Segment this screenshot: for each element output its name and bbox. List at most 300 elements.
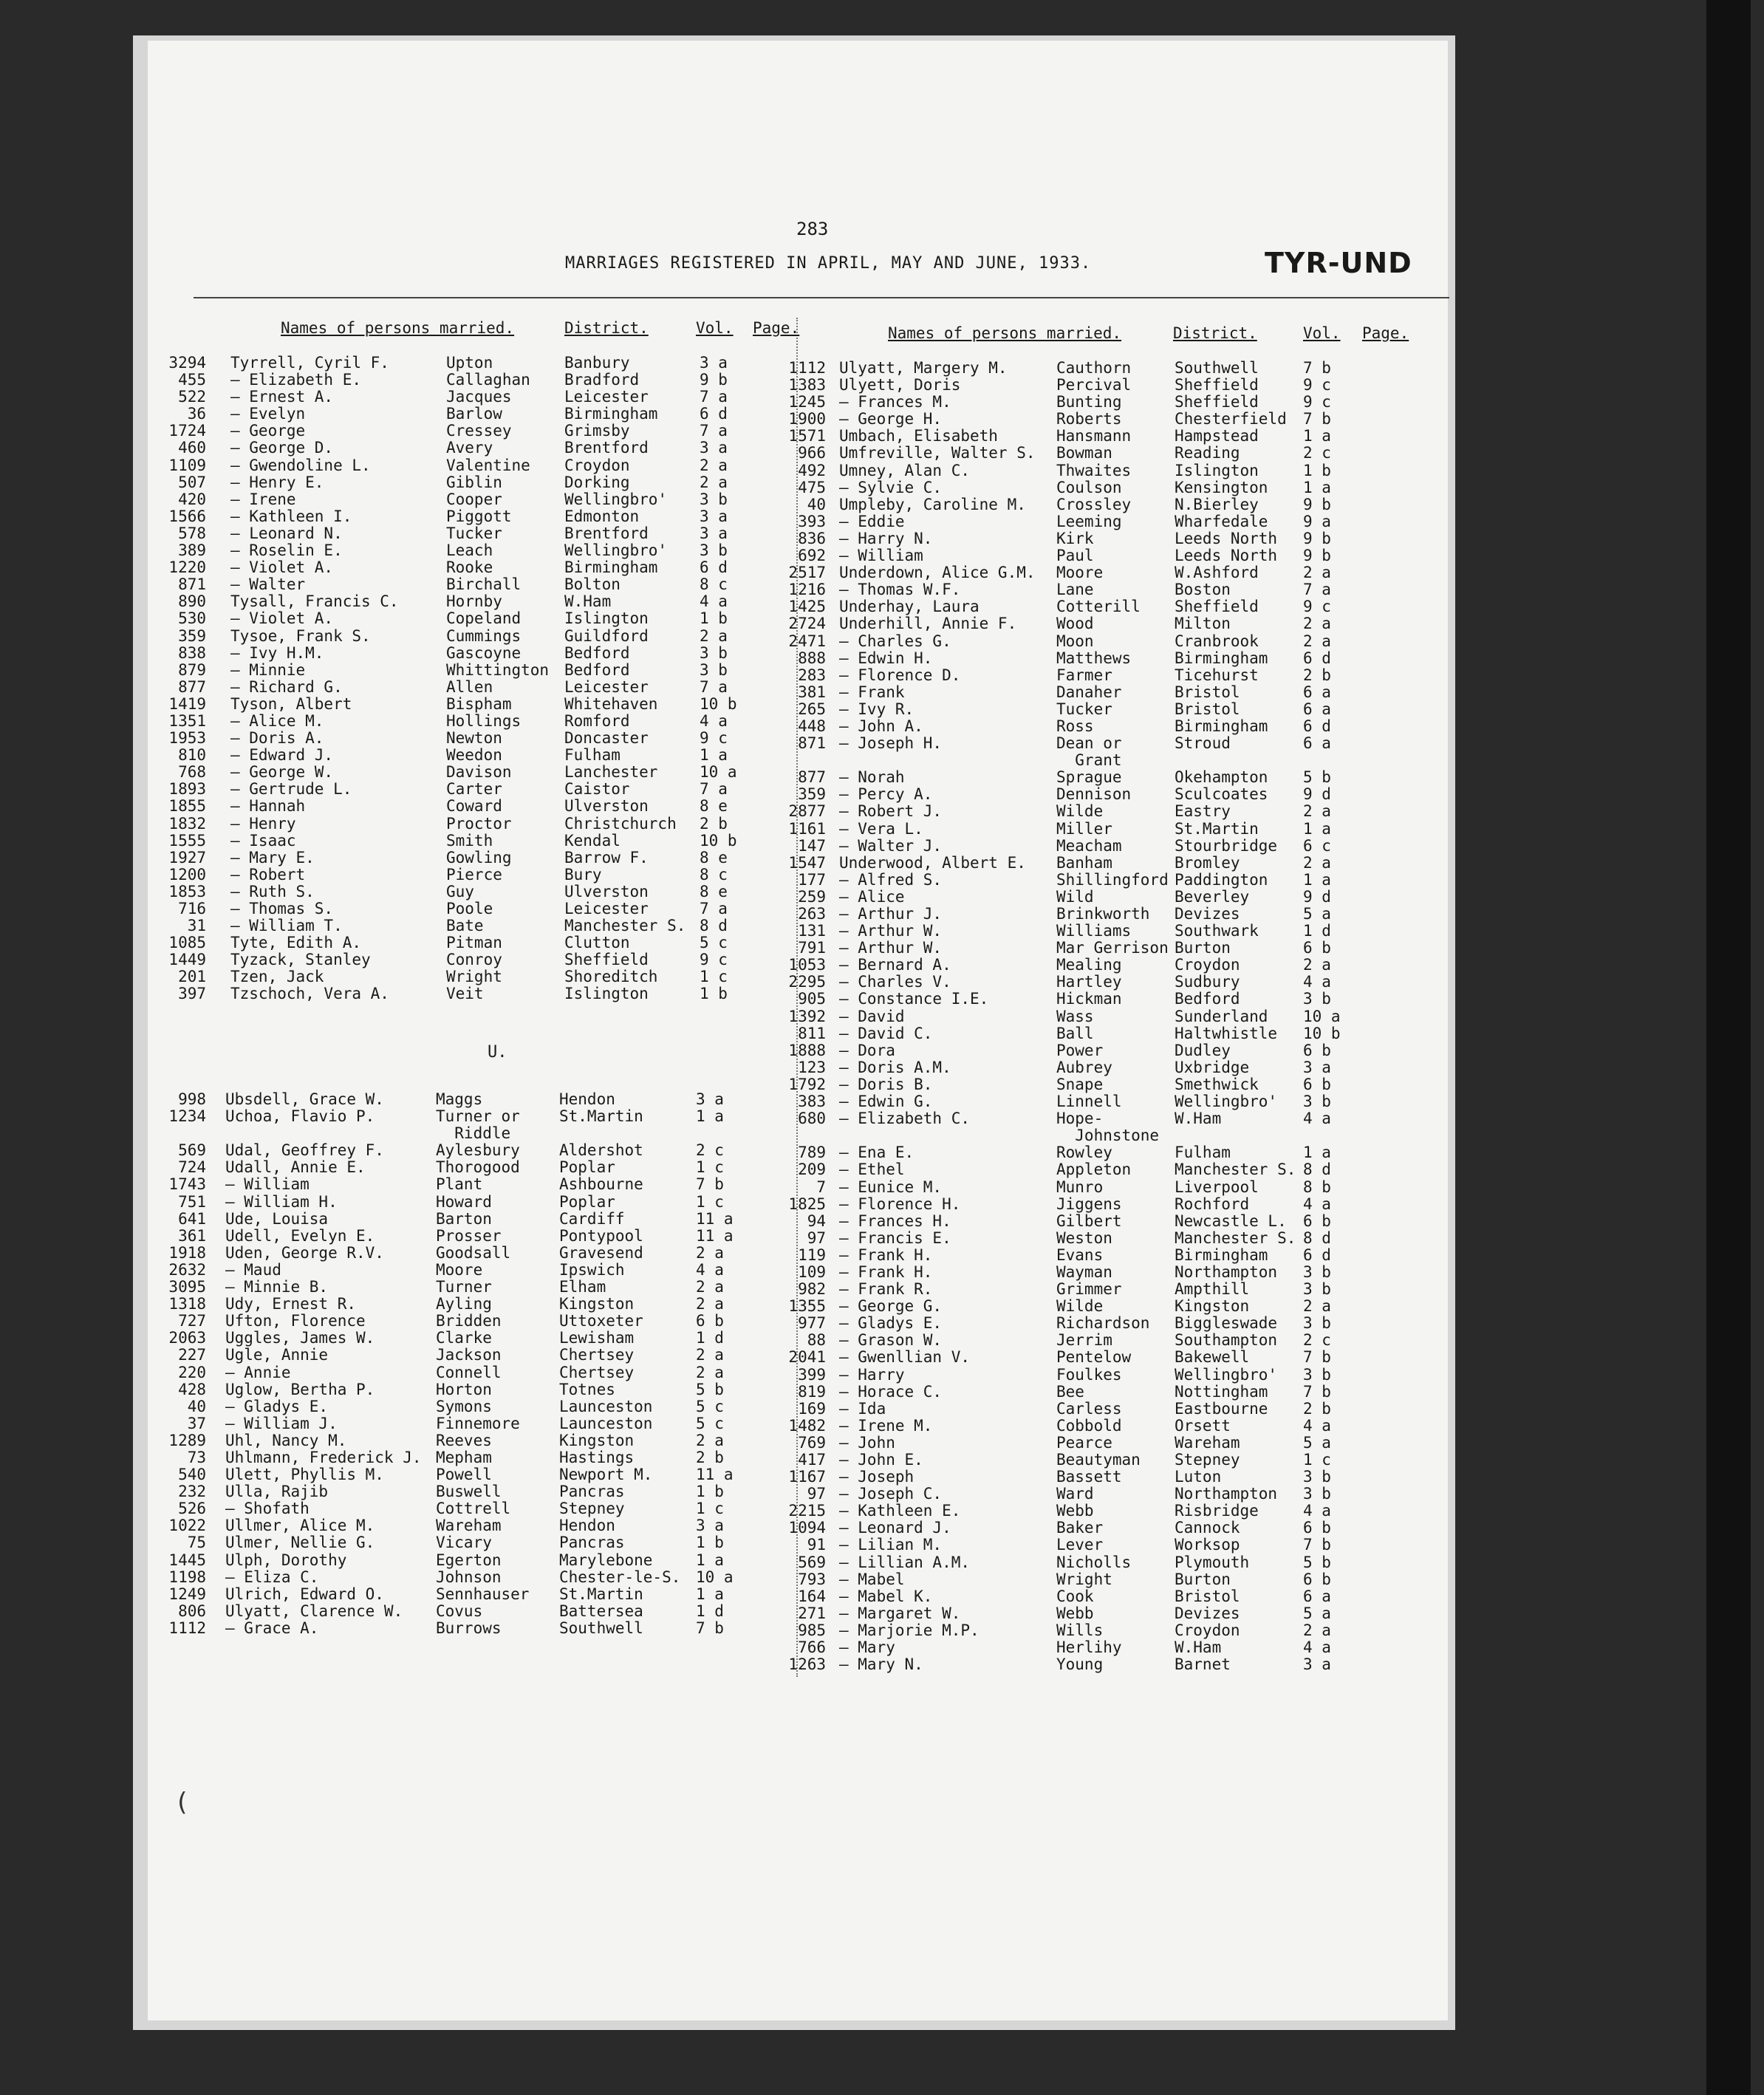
person-name: — Charles V. (839, 973, 951, 991)
volume: 4 a (1303, 1110, 1331, 1128)
page-number: 283 (796, 219, 829, 239)
volume: 2 a (696, 1295, 724, 1313)
volume: 8 d (1303, 1228, 1331, 1247)
page-ref: 1220 (168, 558, 206, 577)
person-name: — Elizabeth C. (839, 1110, 971, 1128)
district: Bakewell (1175, 1348, 1250, 1367)
person-name: — Henry (230, 814, 296, 833)
person-name: — Joseph C. (839, 1485, 943, 1503)
spouse-surname: Lane (1056, 581, 1094, 599)
person-name: — Charles G. (839, 632, 951, 650)
district: Ticehurst (1175, 666, 1259, 684)
page-ref: 1109 (168, 456, 206, 474)
volume: 4 a (700, 592, 728, 611)
person-name: — John A. (839, 717, 923, 735)
spouse-surname: Cotterill (1056, 598, 1141, 616)
spouse-surname: Wareham (436, 1517, 502, 1535)
volume: 4 a (1303, 973, 1331, 991)
district: Croydon (1175, 1621, 1240, 1639)
volume: 1 c (1303, 1451, 1331, 1469)
person-name: Umney, Alan C. (839, 461, 971, 479)
district: Birmingham (1175, 717, 1268, 735)
page-ref: 1900 (788, 410, 826, 428)
district: Pancras (559, 1483, 625, 1501)
spouse-surname: Pitman (446, 934, 502, 952)
page-ref: 2063 (168, 1329, 206, 1347)
spouse-surname: Reeves (436, 1431, 492, 1449)
person-name: Udell, Evelyn E. (225, 1226, 375, 1245)
spouse-surname: Allen (446, 677, 493, 696)
volume: 9 a (1303, 512, 1331, 530)
spouse-surname: Upton (446, 354, 493, 372)
district: Biggleswade (1175, 1314, 1278, 1333)
volume: 6 b (1303, 1519, 1331, 1537)
spouse-surname: Williams (1056, 922, 1132, 940)
spouse-surname: Coward (446, 797, 502, 816)
page-ref: 985 (798, 1621, 826, 1639)
volume: 2 b (700, 814, 728, 833)
spouse-surname: Hornby (446, 592, 502, 611)
person-name: Underhill, Annie F. (839, 615, 1017, 633)
volume: 6 d (1303, 649, 1331, 667)
volume: 3 b (700, 541, 728, 560)
volume: 2 a (1303, 956, 1331, 974)
spouse-surname: Shillingford (1056, 870, 1169, 889)
district: Bradford (564, 371, 640, 389)
page-ref: 460 (178, 439, 206, 457)
person-name: Udal, Geoffrey F. (225, 1141, 384, 1160)
district: Milton (1175, 615, 1231, 633)
page-ref: 1953 (168, 729, 206, 748)
district: Bristol (1175, 700, 1240, 718)
district: Luton (1175, 1468, 1222, 1486)
person-name: — Elizabeth E. (230, 371, 362, 389)
spouse-surname: Wilde (1056, 802, 1104, 821)
person-name: — Frank H. (839, 1245, 933, 1264)
person-name: — Mabel (839, 1570, 905, 1588)
spouse-surname: Whittington (446, 660, 550, 679)
district: Ampthill (1175, 1280, 1250, 1299)
spouse-surname: Hickman (1056, 990, 1122, 1008)
volume: 3 b (700, 490, 728, 508)
spouse-surname: Clarke (436, 1329, 492, 1347)
person-name: — Kathleen E. (839, 1502, 961, 1520)
volume: 5 a (1303, 1433, 1331, 1452)
spouse-surname: Tucker (1056, 700, 1112, 718)
spouse-surname: Appleton (1056, 1161, 1132, 1179)
spouse-surname: Johnson (436, 1568, 502, 1586)
district: Newport M. (559, 1466, 653, 1484)
spouse-surname: Guy (446, 882, 474, 900)
volume: 1 d (696, 1329, 724, 1347)
spouse-surname: Cook (1056, 1587, 1094, 1605)
district: Leicester (564, 388, 649, 406)
page-ref: 1234 (168, 1107, 206, 1126)
district: Wellingbro' (564, 490, 668, 508)
page-ref: 530 (178, 609, 206, 628)
page-ref: 2632 (168, 1260, 206, 1279)
person-name: — Grace A. (225, 1619, 319, 1637)
district: Marylebone (559, 1551, 653, 1569)
district: Poplar (559, 1192, 615, 1211)
page-ref: 569 (798, 1553, 826, 1571)
volume: 10 a (700, 763, 737, 782)
volume: 5 b (1303, 1553, 1331, 1571)
district: Sheffield (1175, 376, 1259, 394)
volume: 7 b (696, 1175, 724, 1194)
page-ref: 2724 (788, 615, 826, 633)
person-name: — George H. (839, 410, 943, 428)
page-ref: 75 (187, 1534, 206, 1552)
person-name: — Mary N. (839, 1655, 923, 1674)
person-name: Tyson, Albert (230, 694, 352, 713)
page-ref: 492 (798, 461, 826, 479)
volume: 10 b (700, 831, 737, 850)
spouse-surname: Smith (446, 831, 493, 850)
spouse-surname: Brinkworth (1056, 905, 1150, 923)
spouse-surname: Turner or (436, 1107, 520, 1126)
spouse-surname: Giblin (446, 473, 502, 491)
volume: 7 a (1303, 581, 1331, 599)
spouse-surname: Mealing (1056, 956, 1122, 974)
spouse-surname: Cauthorn (1056, 359, 1132, 377)
page-ref: 791 (798, 939, 826, 957)
spouse-surname: Young (1056, 1655, 1104, 1674)
page-ref: 220 (178, 1363, 206, 1381)
person-name: Udall, Annie E. (225, 1158, 366, 1177)
volume: 3 a (1303, 1655, 1331, 1674)
district: Kensington (1175, 478, 1268, 496)
district: Burton (1175, 1570, 1231, 1588)
district: Battersea (559, 1602, 643, 1620)
volume: 7 b (1303, 1382, 1331, 1401)
page-ref: 1245 (788, 393, 826, 411)
person-name: — Ruth S. (230, 882, 315, 900)
page-ref: 977 (798, 1314, 826, 1333)
district: Birmingham (1175, 1245, 1268, 1264)
vol-header-right: Vol. (1303, 324, 1341, 342)
district: Uxbridge (1175, 1058, 1250, 1076)
volume: 10 b (1303, 1024, 1341, 1042)
volume: 2 a (700, 626, 728, 645)
district: Cardiff (559, 1209, 625, 1228)
page-ref: 641 (178, 1209, 206, 1228)
spouse-surname: Cottrell (436, 1500, 511, 1518)
person-name: — Minnie (230, 660, 306, 679)
district: Sheffield (1175, 393, 1259, 411)
district: N.Bierley (1175, 495, 1259, 513)
district: Newcastle L. (1175, 1211, 1287, 1230)
volume: 1 b (700, 609, 728, 628)
volume: 2 c (696, 1141, 724, 1160)
volume: 8 d (1303, 1161, 1331, 1179)
spouse-surname: Percival (1056, 376, 1132, 394)
volume: 6 b (1303, 1041, 1331, 1059)
district: Reading (1175, 444, 1240, 462)
spouse-surname: Moon (1056, 632, 1094, 650)
page-ref: 793 (798, 1570, 826, 1588)
person-name: — Harry N. (839, 529, 933, 547)
spouse-surname: Burrows (436, 1619, 502, 1637)
district: Christchurch (564, 814, 677, 833)
person-name: — Horace C. (839, 1382, 943, 1401)
person-name: — Henry E. (230, 473, 324, 491)
spouse-surname: Farmer (1056, 666, 1112, 684)
page-ref: 1022 (168, 1517, 206, 1535)
volume: 7 a (700, 900, 728, 917)
page-ref: 2877 (788, 802, 826, 821)
spouse-surname: Cooper (446, 490, 502, 508)
person-name: — Ethel (839, 1161, 905, 1179)
spouse-surname: Bassett (1056, 1468, 1122, 1486)
spouse-surname: Weedon (446, 746, 502, 765)
spouse-surname: Veit (446, 985, 484, 1003)
spouse-surname: Howard (436, 1192, 492, 1211)
volume: 10 a (696, 1568, 734, 1586)
spouse-surname: Foulkes (1056, 1365, 1122, 1384)
volume: 1 a (696, 1107, 724, 1126)
volume: 1 b (700, 985, 728, 1003)
volume: 2 a (1303, 853, 1331, 872)
page-ref: 540 (178, 1466, 206, 1484)
volume: 7 b (1303, 1348, 1331, 1367)
page-ref: 31 (187, 917, 206, 935)
page-ref: 692 (798, 547, 826, 565)
person-name: — Eunice M. (839, 1178, 943, 1196)
volume: 11 a (696, 1466, 734, 1484)
person-name: Tyte, Edith A. (230, 934, 362, 952)
person-name: — Kathleen I. (230, 507, 352, 525)
page-ref: 97 (807, 1485, 826, 1503)
names-header-right: Names of persons married. (888, 324, 1122, 342)
person-name: — Walter J. (839, 836, 943, 855)
person-name: — Constance I.E. (839, 990, 989, 1008)
page-ref: 131 (798, 922, 826, 940)
person-name: — Mary E. (230, 848, 315, 867)
page-ref: 359 (178, 626, 206, 645)
page-ref: 94 (807, 1211, 826, 1230)
spouse-surname: Ward (1056, 1485, 1094, 1503)
person-name: — Sylvie C. (839, 478, 943, 496)
district: Sudbury (1175, 973, 1240, 991)
page-ref: 383 (798, 1093, 826, 1111)
spouse-surname: Sprague (1056, 768, 1122, 787)
district: Nottingham (1175, 1382, 1268, 1401)
district: Cranbrook (1175, 632, 1259, 650)
district: Dorking (564, 473, 630, 491)
spouse-surname: Prosser (436, 1226, 502, 1245)
volume: 1 a (1303, 478, 1331, 496)
person-name: Underhay, Laura (839, 598, 980, 616)
page-ref: 526 (178, 1500, 206, 1518)
spouse-surname: Gilbert (1056, 1211, 1122, 1230)
district: Whitehaven (564, 694, 658, 713)
district: Bristol (1175, 683, 1240, 701)
page-ref: 420 (178, 490, 206, 508)
person-name: — Doris A. (230, 729, 324, 748)
spouse-surname: Connell (436, 1363, 502, 1381)
district: Leeds North (1175, 529, 1278, 547)
district: Paddington (1175, 870, 1268, 889)
volume: 9 c (700, 951, 728, 969)
person-name: Ulyatt, Clarence W. (225, 1602, 403, 1620)
person-name: Tysall, Francis C. (230, 592, 399, 611)
district: Boston (1175, 581, 1231, 599)
page-ref: 1392 (788, 1007, 826, 1025)
person-name: Ulph, Dorothy (225, 1551, 347, 1569)
person-name: Tzen, Jack (230, 968, 324, 986)
volume: 10 b (700, 694, 737, 713)
person-name: — William (839, 547, 923, 565)
spouse-surname: Wood (1056, 615, 1094, 633)
volume: 7 a (700, 388, 728, 406)
person-name: — William T. (230, 917, 343, 935)
person-name: — Vera L. (839, 819, 923, 838)
page-ref: 1855 (168, 797, 206, 816)
spouse-surname: Webb (1056, 1502, 1094, 1520)
spouse-surname: Hollings (446, 711, 522, 730)
person-name: — Joseph (839, 1468, 915, 1486)
page-ref: 271 (798, 1604, 826, 1622)
page-ref: 1351 (168, 711, 206, 730)
district: Chester-le-S. (559, 1568, 681, 1586)
district: Kingston (559, 1295, 635, 1313)
spouse-surname: Ayling (436, 1295, 492, 1313)
page-ref: 40 (807, 495, 826, 513)
volume: 2 a (696, 1431, 724, 1449)
scan-mark: ( (174, 1788, 190, 1817)
district: Gravesend (559, 1243, 643, 1262)
spouse-surname: Dean or (1056, 734, 1122, 753)
district: Dudley (1175, 1041, 1231, 1059)
volume: 1 a (696, 1551, 724, 1569)
volume: 1 c (696, 1500, 724, 1518)
spouse-surname: Aubrey (1056, 1058, 1112, 1076)
spouse-surname: Jiggens (1056, 1195, 1122, 1213)
page-ref: 381 (798, 683, 826, 701)
spouse-surname: Meacham (1056, 836, 1122, 855)
page-ref: 232 (178, 1483, 206, 1501)
spouse-surname: Piggott (446, 507, 512, 525)
page-ref: 475 (798, 478, 826, 496)
volume: 2 c (1303, 444, 1331, 462)
page-ref: 3095 (168, 1278, 206, 1296)
district: Doncaster (564, 729, 649, 748)
page-ref: 1445 (168, 1551, 206, 1569)
person-name: — Joseph H. (839, 734, 943, 753)
district: W.Ashford (1175, 564, 1259, 582)
person-name: — Edward J. (230, 746, 334, 765)
district: Haltwhistle (1175, 1024, 1278, 1042)
page-ref: 119 (798, 1245, 826, 1264)
volume: 8 c (700, 865, 728, 884)
volume: 5 a (1303, 905, 1331, 923)
page-ref: 890 (178, 592, 206, 611)
volume: 9 c (700, 729, 728, 748)
page-ref: 359 (798, 785, 826, 804)
person-name: — Arthur J. (839, 905, 943, 923)
person-name: — Irene M. (839, 1416, 933, 1435)
person-name: — Percy A. (839, 785, 933, 804)
district: Stepney (559, 1500, 625, 1518)
page-ref: 1555 (168, 831, 206, 850)
district: Hampstead (1175, 427, 1259, 445)
district: Leicester (564, 900, 649, 917)
district: Sculcoates (1175, 785, 1268, 804)
volume: 6 b (696, 1312, 724, 1330)
district: Bedford (564, 660, 630, 679)
spouse-surname: Maggs (436, 1090, 483, 1108)
district: Stourbridge (1175, 836, 1278, 855)
spouse-surname: Lever (1056, 1536, 1104, 1554)
spouse-surname: Wild (1056, 887, 1094, 906)
person-name: — Ivy R. (839, 700, 915, 718)
volume: 8 e (700, 882, 728, 900)
district: Chertsey (559, 1346, 635, 1364)
person-name: Ubsdell, Grace W. (225, 1090, 384, 1108)
district: Caistor (564, 780, 630, 799)
spouse-surname: Richardson (1056, 1314, 1150, 1333)
person-name: — Margaret W. (839, 1604, 961, 1622)
page-header-col-right: Page. (1362, 324, 1409, 342)
person-name: — Florence H. (839, 1195, 961, 1213)
person-name: — Lillian A.M. (839, 1553, 971, 1571)
district: Islington (564, 609, 649, 628)
volume: 1 c (700, 968, 728, 986)
spouse-surname: Miller (1056, 819, 1112, 838)
spouse-surname: Munro (1056, 1178, 1104, 1196)
spouse-surname: Jerrim (1056, 1331, 1112, 1350)
page-ref: 877 (798, 768, 826, 787)
page-ref: 982 (798, 1280, 826, 1299)
person-name: — Leonard J. (839, 1519, 951, 1537)
district: Barrow F. (564, 848, 649, 867)
spouse-surname: Poole (446, 900, 493, 917)
district: Chesterfield (1175, 410, 1287, 428)
person-name: — Florence D. (839, 666, 961, 684)
volume: 5 b (1303, 768, 1331, 787)
volume: 3 a (1303, 1058, 1331, 1076)
district: Romford (564, 711, 630, 730)
person-name: — Alfred S. (839, 870, 943, 889)
page-ref: 361 (178, 1226, 206, 1245)
person-name: — Gwendoline L. (230, 456, 371, 474)
volume: 5 c (700, 934, 728, 952)
volume: 7 b (1303, 359, 1331, 377)
volume: 9 d (1303, 887, 1331, 906)
district: Hendon (559, 1090, 615, 1108)
spouse-surname: Bowman (1056, 444, 1112, 462)
volume: 2 a (1303, 1297, 1331, 1316)
page-ref: 2471 (788, 632, 826, 650)
page-ref: 766 (798, 1638, 826, 1657)
page-ref: 1853 (168, 882, 206, 900)
district: Croydon (1175, 956, 1240, 974)
district: W.Ham (1175, 1110, 1222, 1128)
person-name: — Edwin H. (839, 649, 933, 667)
person-name: Tysoe, Frank S. (230, 626, 371, 645)
volume: 6 a (1303, 1587, 1331, 1605)
person-name: — Richard G. (230, 677, 343, 696)
spouse-surname: Beautyman (1056, 1451, 1141, 1469)
volume: 6 d (1303, 717, 1331, 735)
spouse-surname: Cobbold (1056, 1416, 1122, 1435)
spouse-surname: Barlow (446, 405, 502, 423)
page-ref: 751 (178, 1192, 206, 1211)
volume: 1 b (696, 1483, 724, 1501)
district: Aldershot (559, 1141, 643, 1160)
person-name: Uggles, James W. (225, 1329, 375, 1347)
